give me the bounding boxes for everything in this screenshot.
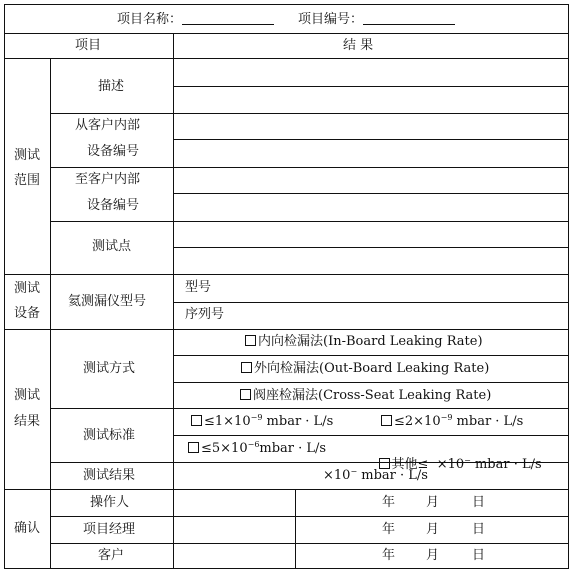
rule: [173, 382, 568, 383]
project-number-field[interactable]: [363, 11, 455, 25]
rule: [5, 58, 568, 59]
test-method-label: 测试方式: [83, 361, 136, 376]
checkbox-icon[interactable]: [381, 415, 392, 426]
operator-date-month: 月: [426, 495, 440, 510]
customer-label: 客户: [98, 548, 125, 563]
customer-date-day: 日: [472, 548, 486, 563]
results-group-label-2: 结果: [14, 414, 41, 429]
manager-date-month: 月: [426, 522, 440, 537]
checkbox-icon[interactable]: [191, 415, 202, 426]
column-item-header: 项目: [75, 38, 102, 53]
rule: [5, 329, 568, 330]
equipment-group-label-1: 测试: [14, 281, 41, 296]
test-record-form: [4, 4, 569, 569]
rule: [173, 247, 568, 248]
rule: [5, 274, 568, 275]
test-result-label: 测试结果: [83, 468, 136, 483]
test-standard-label: 测试标准: [83, 428, 136, 443]
rule: [173, 193, 568, 194]
standard-option-2[interactable]: $\le 2\times 10^{-9}$ mbar · L/s: [381, 414, 523, 430]
rule: [50, 543, 568, 544]
confirm-group-label: 确认: [14, 521, 41, 536]
rule: [173, 139, 568, 140]
rule: [50, 113, 568, 114]
checkbox-icon[interactable]: [240, 389, 251, 400]
method-option-crossseat[interactable]: 阀座检漏法(Cross-Seat Leaking Rate): [240, 388, 491, 404]
project-name-field[interactable]: [182, 11, 274, 25]
serial-number-label: 序列号: [185, 307, 225, 322]
rule: [173, 86, 568, 87]
equipment-group-label-2: 设备: [14, 306, 41, 321]
helium-leak-detector-model-label: 氦测漏仪型号: [68, 294, 147, 309]
rule: [5, 489, 568, 490]
operator-label: 操作人: [90, 495, 130, 510]
model-label: 型号: [185, 280, 212, 295]
column-result-header: 结 果: [343, 38, 374, 53]
rule: [50, 408, 568, 409]
rule: [50, 221, 568, 222]
method-option-outboard[interactable]: 外向检漏法(Out-Board Leaking Rate): [241, 361, 489, 377]
checkbox-icon[interactable]: [188, 442, 199, 453]
from-device-label-1: 从客户内部: [75, 118, 141, 133]
operator-date-day: 日: [472, 495, 486, 510]
project-name-label: 项目名称：: [117, 11, 274, 28]
to-device-label-1: 至客户内部: [75, 172, 141, 187]
rule: [50, 516, 568, 517]
customer-date-month: 月: [426, 548, 440, 563]
rule: [295, 489, 296, 568]
from-device-label-2: 设备编号: [87, 144, 140, 159]
rule: [173, 355, 568, 356]
rule: [50, 167, 568, 168]
manager-date-year: 年: [382, 522, 396, 537]
rule: [5, 33, 568, 34]
standard-option-3[interactable]: $\le 5\times 10^{-6}mbar \cdot L/s$: [188, 441, 326, 457]
project-number-label: 项目编号：: [298, 11, 455, 28]
rule: [173, 435, 568, 436]
scope-group-label-2: 范围: [14, 173, 41, 188]
method-option-inboard[interactable]: 内向检漏法(In-Board Leaking Rate): [245, 334, 483, 350]
customer-date-year: 年: [382, 548, 396, 563]
rule: [173, 302, 568, 303]
standard-option-1[interactable]: $\le 1\times 10^{-9}$ mbar · L/s: [191, 414, 333, 430]
test-result-value[interactable]: ×10− mbar · L/s: [323, 467, 428, 483]
results-group-label-1: 测试: [14, 388, 41, 403]
checkbox-icon[interactable]: [245, 335, 256, 346]
rule: [173, 33, 174, 568]
scope-group-label-1: 测试: [14, 148, 41, 163]
to-device-label-2: 设备编号: [87, 198, 140, 213]
manager-date-day: 日: [472, 522, 486, 537]
project-manager-label: 项目经理: [83, 522, 136, 537]
operator-date-year: 年: [382, 495, 396, 510]
rule: [50, 58, 51, 568]
checkbox-icon[interactable]: [241, 362, 252, 373]
description-label: 描述: [98, 79, 125, 94]
standard-option-other[interactable]: 其他≤ ×10− mbar · L/s: [362, 441, 542, 489]
test-point-label: 测试点: [92, 239, 132, 254]
